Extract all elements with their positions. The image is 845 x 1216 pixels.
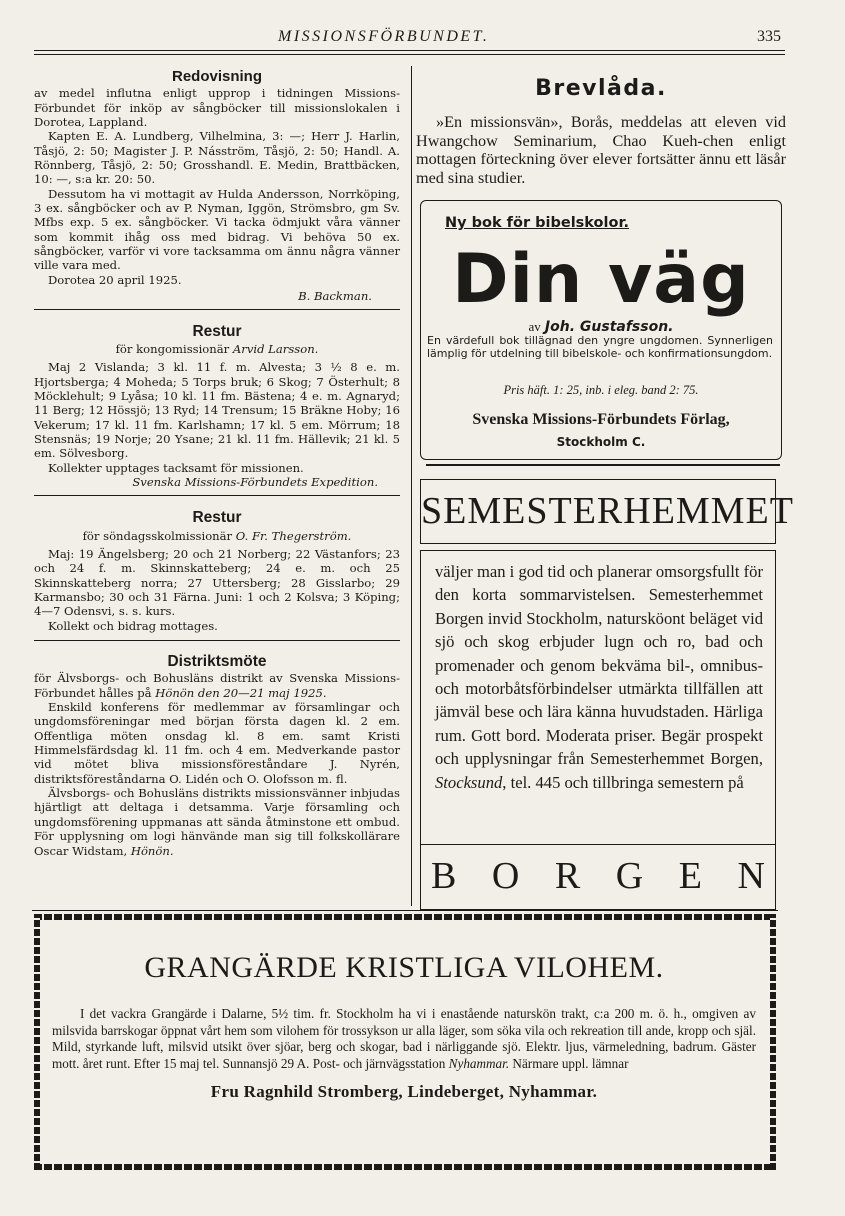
chain-border-top [34,914,776,920]
restur-larsson-schedule: Maj 2 Vislanda; 3 kl. 11 f. m. Alvesta; 3 ½ 8 e. m. Hjortsberga; 4 Moheda; 5 Torps bruk; 6 Skog; 7 Österhult; 8 Möcklehult; 9 Lyåsa; 10 kl. 11 fm. Bästena; 4 e. m. Agnaryd; 11 Berg; 12 Hössjö; 13 Ryd; 14 Trensum; 15 Bräkne Hoby; 16 Vekerum; 17 kl. 11 fm. Karlshamn; 17 kl. 5 em. Mörrum; 18 Stensnäs; 19 Norje; 20 Ysane; 21 kl. 11 fm. Hällevik; 21 kl. 5 em. Sölvesborg. [34,360,400,461]
missionary-name: O. Fr. Thegerström. [235,528,352,543]
missionary-name: Arvid Larsson. [232,341,319,356]
vilohem-body: I det vackra Grangärde i Dalarne, 5½ tim. fr. Stockholm ha vi i enastående naturskön trakt, c:a 200 m. ö. h., omgiven av milsvida barrskogar öppnat vårt hem som vilohem för trossykson ur alla läger, som söka vila och rekreation till ande, kropp och själ. Mild, styrkande luft, milsvid utsikt över sjöar, berg och skogar, bad i närliggande sjö. Elektr. ljus, värmeledning, badrum. Gäster mott. året runt. Efter 15 maj tel. Sunnansjö 29 A. Post- och järnvägsstation Nyhammar. Närmare uppl. lämnar [52,1006,756,1071]
page-number: 335 [757,28,781,45]
din-vag-city: Stockholm C. [556,435,646,449]
restur-thegerstrom-subtitle: för söndagsskolmissionär O. Fr. Thegerström. [82,528,352,543]
brevlada-text: »En missionsvän», Borås, meddelas att eleven vid Hwangchow Seminarium, Chao Kueh-chen enligt mottagen förteckning över elever fortsätter ännu ett läsår med sina studier. [416,113,786,187]
redovisning-donors: Kapten E. A. Lundberg, Vilhelmina, 3: —; Herr J. Harlin, Tåsjö, 2: 50; Magister J. P. Násström, Tåsjö, 2: 50; Handl. A. Rönnberg, Tåsjö, 2: 50; Grosshandl. E. Medin, Brattbäcken, 10: —, s:a kr. 20: 50. [34,129,400,187]
vilohem-ad [48,950,760,1102]
restur-thegerstrom-title: Restur [192,509,242,527]
restur-thegerstrom-section [34,511,400,633]
header-rule-bottom [34,54,785,55]
borgen-letter: B [431,855,457,897]
left-column [34,70,400,858]
borgen-letter: R [554,855,581,897]
din-vag-ad [420,200,782,460]
chain-border-right [770,914,776,1170]
header-rule-top [34,50,785,51]
restur-larsson-signature: Svenska Missions-Förbundets Expedition. [132,474,378,489]
restur-larsson-subtitle: för kongomissionär Arvid Larsson. [115,341,319,356]
ad-divider [426,464,780,466]
running-header-title: MISSIONSFÖRBUNDET. [278,28,490,45]
restur-thegerstrom-schedule: Maj: 19 Ängelsberg; 20 och 21 Norberg; 22 Västanfors; 23 och 24 f. m. Skinnskatteberg; 24 e. m. och 25 Skinnskatteberg norra; 27 Uttersberg; 28 Gisslarbo; 29 Karmansbo; 30 och 31 Färna. Juni: 1 och 2 Kolsva; 3 Köping; 4—7 Odensvi, s. s. kurs. [34,546,400,619]
restur-larsson-title: Restur [192,322,242,340]
brevlada-title: Brevlåda. [535,76,667,101]
vilohem-contact: Fru Ragnhild Stromberg, Lindeberget, Nyhammar. [210,1082,598,1102]
redovisning-date: Dorotea 20 april 1925. [48,272,182,287]
borgen-letter: O [491,855,520,897]
semesterhemmet-body-box [420,550,776,910]
brevlada-section [416,76,786,187]
borgen-letter: N [737,855,765,897]
borgen-wordmark [431,851,765,901]
section-divider [34,309,400,310]
chain-border-bottom [34,1164,776,1170]
redovisning-thanks: Dessutom ha vi mottagit av Hulda Andersson, Norrköping, 3 ex. sångböcker och av P. Nyman, Iggön, Strömsbro, gm Sv. Mfbs exp. 5 ex. sångböcker. Vi tacka ödmjukt våra vänner som kommit ihåg oss med bidrag. Vi behöva 50 ex. sångböcker, varför vi vore tacksamma om ännu några vänner ville vara med. [34,186,400,273]
running-header [0,22,845,52]
distriktsmote-program: Enskild konferens för medlemmar av församlingar och ungdomsföreningar med början första dagen kl. 2 em. Offentliga möten onsdag kl. 8 em. samt Kristi Himmelsfärdsdag kl. 11 fm. och 4 em. Medverkande pastor vid mötet bliva missionsföreståndare J. Nyrén, distriktsföreståndarna O. Lidén och O. Olofsson m. fl. [34,700,400,786]
distriktsmote-invitation: Älvsborgs- och Bohusläns distrikts missionsvänner inbjudas hjärtligt att deltaga i detsamma. Varje församling och ungdomsförening uppmanas att sända åtminstone ett ombud. För upplysning om logi hänvände man sig till folkskollärare Oscar Widstam, Hönön. [34,786,400,858]
redovisning-intro: av medel influtna enligt upprop i tidningen Missions-Förbundet för inköp av sångböcker till missionslokalen i Dorotea, Lappland. [34,86,400,130]
vilohem-title: GRANGÄRDE KRISTLIGA VILOHEM. [144,951,664,984]
din-vag-author: av Joh. Gustafsson. [528,319,674,335]
borgen-letter: G [615,855,644,897]
din-vag-description: En värdefull bok tillägnad den yngre ungdomen. Synnerligen lämplig för utdelning till bibelskole- och konfirmationsungdom. [427,334,773,361]
borgen-letter: E [678,855,702,897]
section-divider [34,640,400,641]
section-divider [34,495,400,496]
distriktsmote-section [34,655,400,858]
redovisning-title: Redovisning [171,68,262,85]
distriktsmote-intro: för Älvsborgs- och Bohusläns distrikt av Svenska Missions-Förbundet hålles på Hönön den 20—21 maj 1925. [34,671,400,700]
din-vag-title: Din väg [452,240,750,319]
distriktsmote-title: Distriktsmöte [167,653,267,671]
chain-border-left [34,914,40,1170]
din-vag-kicker: Ny bok för bibelskolor. [445,215,630,231]
column-divider [411,66,412,906]
vilohem-top-rule [32,910,778,912]
semesterhemmet-inner-rule [421,844,775,845]
redovisning-section [34,70,400,304]
restur-larsson-collect: Kollekter upptages tacksamt för missionen. [48,460,304,475]
restur-thegerstrom-collect: Kollekt och bidrag mottages. [48,618,218,633]
din-vag-publisher: Svenska Missions-Förbundets Förlag, [472,411,730,428]
restur-larsson-section [34,322,400,490]
din-vag-price: Pris häft. 1: 25, inb. i eleg. band 2: 75. [503,383,699,397]
semesterhemmet-body: väljer man i god tid och planerar omsorgsfullt för den korta sommarvistelsen. Semesterhemmet Borgen invid Stockholm, natursköont beläget vid sjö och skog erbjuder lugn och ro, bad och promenader och genom bekväma bil-, omnibus- och motorbåtsförbindelser utmärkta tillfällen att jämväl bese och lära känna huvudstaden. Härliga rum. Gott bord. Moderata priser. Begär prospekt och upplysningar från Semesterhemmet Borgen, Stocksund, tel. 445 och tillbringa semestern på [435,562,763,792]
semesterhemmet-title: SEMESTERHEMMET [421,490,794,532]
redovisning-signature: B. Backman. [298,289,372,304]
semesterhemmet-title-box [420,479,794,544]
